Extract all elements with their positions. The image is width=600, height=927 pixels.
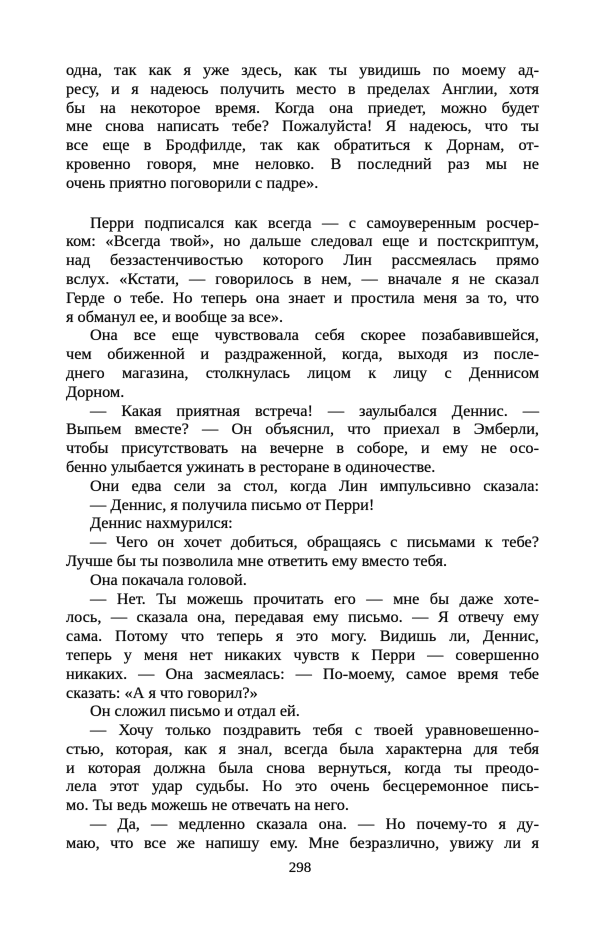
text-line: — Хочу только поздравить тебя с твоей уравновешенно- (90, 720, 539, 740)
text-line: — Какая приятная встреча! — заулыбался Деннис. — (90, 400, 539, 420)
text-line: ком: «Всегда твой», но дальше следовал еще и постскриптум, (66, 231, 539, 251)
page-number: 298 (288, 860, 312, 876)
text-line: — Да, — медленно сказала она. — Но почему-то я ду- (90, 814, 539, 834)
text-line: мо. Ты ведь можешь не отвечать на него. (66, 795, 349, 815)
text-line: и которая должна была снова вернуться, когда ты преодо- (66, 757, 539, 777)
text-line: бенно улыбается ужинать в ресторане в одиночестве. (66, 456, 436, 476)
text-line: Герде о тебе. Но теперь она знает и простила меня за то, что (66, 287, 539, 307)
text-line: Он сложил письмо и отдал ей. (90, 701, 300, 721)
text-line: Деннис нахмурился: (90, 513, 233, 533)
text-line: Она покачала головой. (90, 569, 247, 589)
text-line: стью, которая, как я знал, всегда была характерна для тебя (66, 738, 539, 758)
text-line: сама. Потому что теперь я это могу. Видишь ли, Деннис, (66, 626, 539, 646)
text-line: лела этот удар судьбы. Но это очень бесцеремонное пись- (66, 776, 539, 796)
text-line: я обманул ее, и вообще за все». (66, 306, 284, 326)
text-line: вслух. «Кстати, — говорилось в нем, — вначале я не сказал (66, 268, 539, 288)
text-line: ресу, и я надеюсь получить место в пределах Англии, хотя (66, 78, 539, 98)
text-line: никаких. — Она засмеялась: — По-моему, самое время тебе (66, 663, 539, 683)
text-line: лось, — сказала она, передавая ему письмо. — Я отвечу ему (66, 607, 539, 627)
text-line: все еще в Бродфилде, так как обратиться к Дорнам, от- (66, 135, 539, 155)
text-line: Лучше бы ты позволила мне ответить ему вместо тебя. (66, 550, 448, 570)
text-line: кровенно говоря, мне неловко. В последний раз мы не (66, 153, 539, 173)
paragraph-gap (66, 193, 539, 214)
text-line: сказать: «А я что говорил?» (66, 682, 258, 702)
text-line: чтобы присутствовать на вечерне в соборе, и ему не осо- (66, 438, 539, 458)
text-line: Они едва сели за стол, когда Лин импульсивно сказала: (90, 475, 539, 495)
book-page-text (66, 61, 539, 853)
text-line: Выпьем вместе? — Он объяснил, что приехал в Эмберли, (66, 419, 539, 439)
text-line: над беззастенчивостью которого Лин рассмеялась прямо (66, 250, 539, 270)
text-line: — Деннис, я получила письмо от Перри! (90, 494, 375, 514)
text-line: Она все еще чувствовала себя скорее позабавившейся, (90, 325, 539, 345)
text-line: бы на некоторое время. Когда она приедет, можно будет (66, 97, 539, 117)
text-line: очень приятно поговорили с падре». (66, 172, 319, 192)
text-line: теперь у меня нет никаких чувств к Перри — совершенно (66, 644, 539, 664)
text-line: мне снова написать тебе? Пожалуйста! Я надеюсь, что ты (66, 116, 539, 136)
text-line: Дорном. (66, 381, 125, 401)
text-line: — Чего он хочет добиться, обращаясь с письмами к тебе? (90, 532, 539, 552)
text-line: днего магазина, столкнулась лицом к лицу с Деннисом (66, 362, 539, 382)
text-line: Перри подписался как всегда — с самоуверенным росчер- (90, 212, 539, 232)
text-line: — Нет. Ты можешь прочитать его — мне бы даже хоте- (90, 588, 539, 608)
text-line: маю, что все же напишу ему. Мне безразлично, увижу ли я (66, 832, 539, 852)
text-line: одна, так как я уже здесь, как ты увидишь по моему ад- (66, 60, 539, 79)
text-line: чем обиженной и раздраженной, когда, выходя из после- (66, 344, 539, 364)
